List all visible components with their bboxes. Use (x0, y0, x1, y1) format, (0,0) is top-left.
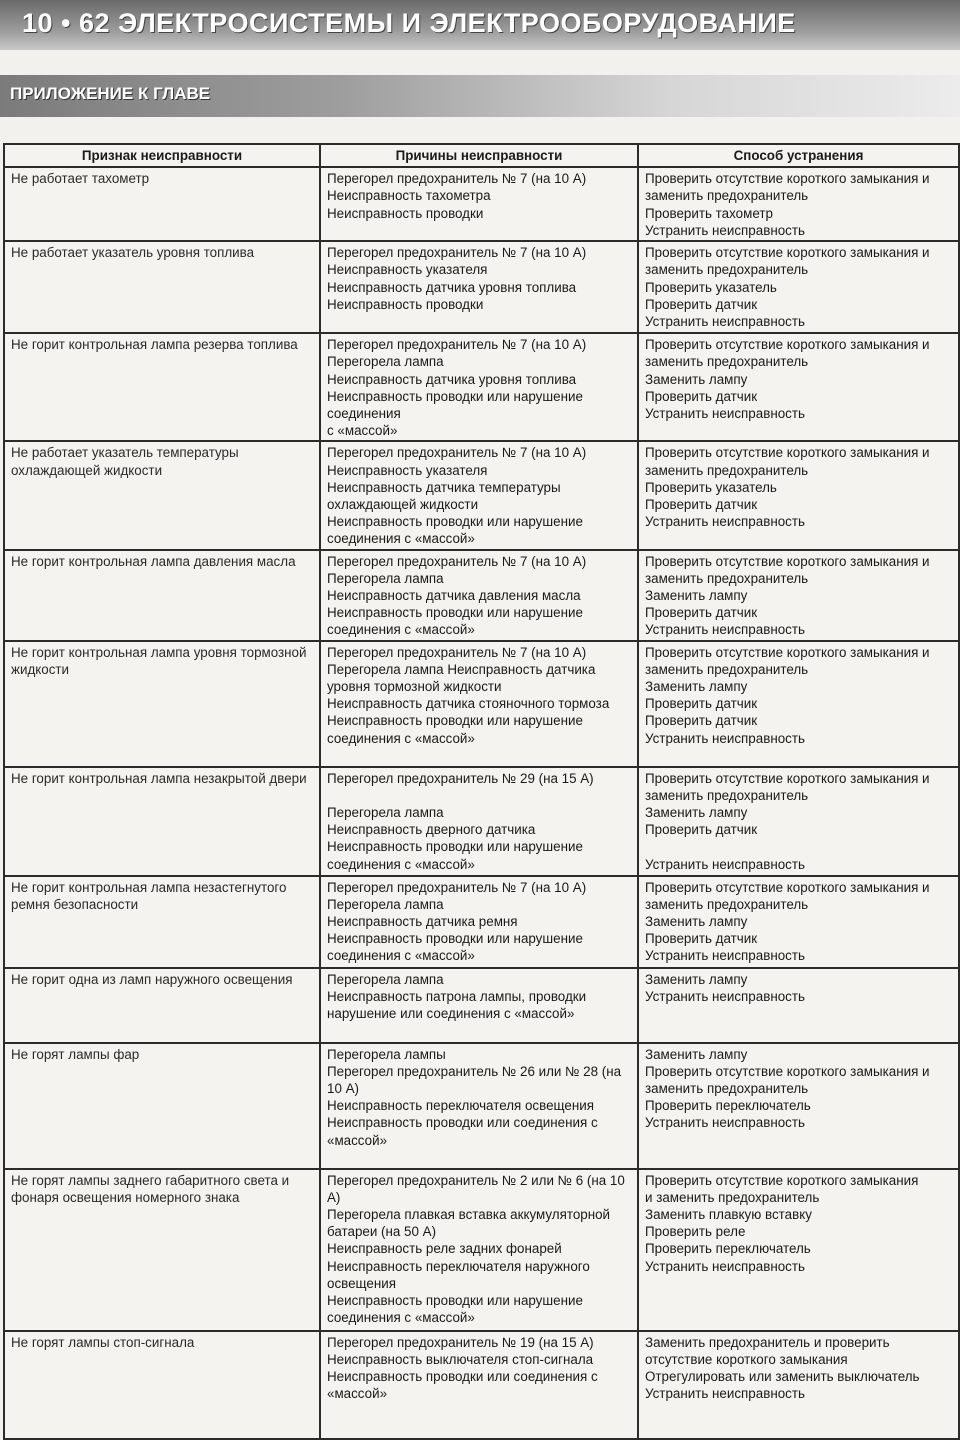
table-row (4, 1331, 959, 1439)
table-row (4, 1169, 959, 1331)
symptom-cell: Не горят лампы заднего габаритного света и фонаря освещения номерного знака (4, 1169, 320, 1331)
cause-cell: Перегорел предохранитель № 29 (на 15 А) Перегорела лампа Неисправность дверного датчика Неисправность проводки или нарушение соединения с «массой» (320, 767, 638, 876)
cause-cell: Перегорел предохранитель № 7 (на 10 А) Неисправность указателя Неисправность датчика температуры охлаждающей жидкости Неисправность проводки или нарушение соединения с «массой» (320, 441, 638, 549)
section-bar (0, 75, 960, 117)
table-row (4, 167, 959, 241)
fix-cell: Проверить отсутствие короткого замыкания и заменить предохранитель Заменить лампу Проверить датчик Устранить неисправность (638, 333, 959, 441)
fix-cell: Заменить лампу Устранить неисправность (638, 968, 959, 1043)
section-title: ПРИЛОЖЕНИЕ К ГЛАВЕ (10, 84, 211, 103)
cause-cell: Перегорела лампа Неисправность патрона лампы, проводки нарушение или соединения с «массой» (320, 968, 638, 1043)
symptom-cell: Не горит контрольная лампа резерва топлива (4, 333, 320, 441)
symptom-cell: Не горит контрольная лампа незастегнутого ремня безопасности (4, 876, 320, 968)
table-row (4, 241, 959, 333)
table-row (4, 641, 959, 767)
cause-cell: Перегорел предохранитель № 7 (на 10 А) Неисправность тахометра Неисправность проводки (320, 167, 638, 241)
symptom-cell: Не горят лампы фар (4, 1043, 320, 1169)
page-header (0, 0, 960, 50)
fix-cell: Проверить отсутствие короткого замыкания и заменить предохранитель Заменить лампу Проверить датчик Проверить датчик Устранить неисправность (638, 641, 959, 767)
cause-cell: Перегорел предохранитель № 7 (на 10 А) Перегорела лампа Неисправность датчика уровня топлива Неисправность проводки или нарушение соединения с «массой» (320, 333, 638, 441)
cause-cell: Перегорел предохранитель № 2 или № 6 (на 10 А) Перегорела плавкая вставка аккумуляторной батареи (на 50 А) Неисправность реле задних фонарей Неисправность переключателя наружного освещения Неисправность проводки или нарушение соединения с «массой» (320, 1169, 638, 1331)
fix-cell: Проверить отсутствие короткого замыкания и заменить предохранитель Заменить лампу Проверить датчик Устранить неисправность (638, 550, 959, 641)
symptom-cell: Не горит контрольная лампа незакрытой двери (4, 767, 320, 876)
table-row (4, 876, 959, 968)
fix-cell: Проверить отсутствие короткого замыкания и заменить предохранитель Проверить тахометр Устранить неисправность (638, 167, 959, 241)
column-header-cause: Причины неисправности (320, 144, 638, 167)
table-row (4, 767, 959, 876)
fix-cell: Проверить отсутствие короткого замыкания и заменить предохранитель Заменить лампу Проверить датчик Устранить неисправность (638, 876, 959, 968)
fix-cell: Заменить предохранитель и проверить отсутствие короткого замыкания Отрегулировать или заменить выключатель Устранить неисправность (638, 1331, 959, 1439)
fix-cell: Проверить отсутствие короткого замыкания и заменить предохранитель Заменить лампу Проверить датчик Устранить неисправность (638, 767, 959, 876)
table-row (4, 333, 959, 441)
table-row (4, 968, 959, 1043)
fix-cell: Заменить лампу Проверить отсутствие короткого замыкания и заменить предохранитель Проверить переключатель Устранить неисправность (638, 1043, 959, 1169)
symptom-cell: Не работает указатель уровня топлива (4, 241, 320, 333)
cause-cell: Перегорел предохранитель № 7 (на 10 А) Перегорела лампа Неисправность датчика уровня тормозной жидкости Неисправность датчика стояночного тормоза Неисправность проводки или нарушение соединения с «массой» (320, 641, 638, 767)
column-header-fix: Способ устранения (638, 144, 959, 167)
page-title: 10 • 62 ЭЛЕКТРОСИСТЕМЫ И ЭЛЕКТРООБОРУДОВАНИЕ (22, 8, 796, 38)
symptom-cell: Не работает указатель температуры охлаждающей жидкости (4, 441, 320, 549)
column-header-symptom: Признак неисправности (4, 144, 320, 167)
symptom-cell: Не горит контрольная лампа уровня тормозной жидкости (4, 641, 320, 767)
symptom-cell: Не горит контрольная лампа давления масла (4, 550, 320, 641)
cause-cell: Перегорел предохранитель № 7 (на 10 А) Неисправность указателя Неисправность датчика уровня топлива Неисправность проводки (320, 241, 638, 333)
fix-cell: Проверить отсутствие короткого замыкания и заменить предохранитель Проверить указатель Проверить датчик Устранить неисправность (638, 241, 959, 333)
cause-cell: Перегорела лампы Перегорел предохранитель № 26 или № 28 (на 10 А) Неисправность переключателя освещения Неисправность проводки или соединения с «массой» (320, 1043, 638, 1169)
faults-table (3, 143, 960, 1440)
fix-cell: Проверить отсутствие короткого замыкания и заменить предохранитель Проверить указатель Проверить датчик Устранить неисправность (638, 441, 959, 549)
table-row (4, 441, 959, 549)
symptom-cell: Не горят лампы стоп-сигнала (4, 1331, 320, 1439)
table-header-row (4, 144, 959, 167)
table-row (4, 1043, 959, 1169)
symptom-cell: Не работает тахометр (4, 167, 320, 241)
cause-cell: Перегорел предохранитель № 7 (на 10 А) Перегорела лампа Неисправность датчика ремня Неисправность проводки или нарушение соединения с «массой» (320, 876, 638, 968)
table-row (4, 550, 959, 641)
cause-cell: Перегорел предохранитель № 7 (на 10 А) Перегорела лампа Неисправность датчика давления масла Неисправность проводки или нарушение соединения с «массой» (320, 550, 638, 641)
symptom-cell: Не горит одна из ламп наружного освещения (4, 968, 320, 1043)
cause-cell: Перегорел предохранитель № 19 (на 15 А) Неисправность выключателя стоп-сигнала Неисправность проводки или соединения с «массой» (320, 1331, 638, 1439)
fix-cell: Проверить отсутствие короткого замыкания и заменить предохранитель Заменить плавкую вставку Проверить реле Проверить переключатель Устранить неисправность (638, 1169, 959, 1331)
